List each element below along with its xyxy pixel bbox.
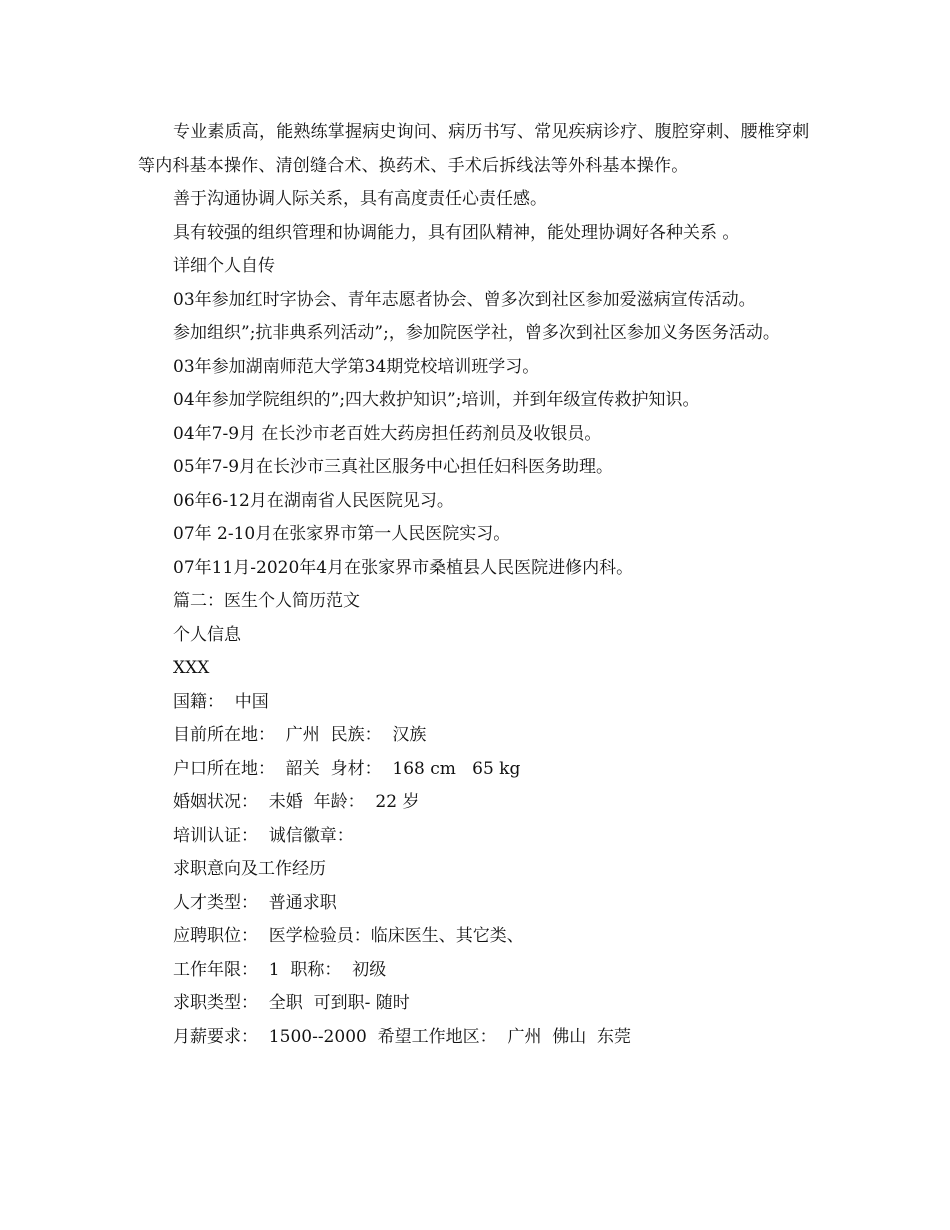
section-heading-personal-info: 个人信息: [173, 624, 241, 645]
section-heading-job-intent: 求职意向及工作经历: [173, 859, 326, 879]
paragraph-sars-activities: 参加组织”;抗非典系列活动”;，参加院医学社，曾多次到社区参加义务医务活动。: [173, 323, 780, 343]
paragraph-2005-community: 05年7-9月在长沙市三真社区服务中心担任妇科医务助理。: [173, 457, 614, 477]
info-hukou-physique: 户口所在地： 韶关 身材： 168 cm 65 kg: [173, 758, 521, 779]
paragraph-skills: 专业素质高，能熟练掌握病史询问、病历书写、常见疾病诊疗、腹腔穿刺、腰椎穿刺等内科基本操作、清创缝合术、换药术、手术后拆线法等外科基本操作。: [138, 122, 810, 176]
paragraph-2003-party-school: 03年参加湖南师范大学第34期党校培训班学习。: [173, 356, 540, 377]
paragraph-organization: 具有较强的组织管理和协调能力，具有团队精神，能处理协调好各种关系 。: [173, 222, 740, 243]
paragraph-2003-volunteer: 03年参加红时字协会、青年志愿者协会、曾多次到社区参加爱滋病宣传活动。: [173, 289, 756, 310]
info-name: XXX: [173, 658, 210, 678]
paragraph-2004-pharmacy: 04年7-9月 在长沙市老百姓大药房担任药剂员及收银员。: [173, 423, 602, 444]
info-experience-title: 工作年限： 1 职称： 初级: [173, 959, 387, 980]
section-heading-part-two: 篇二：医生个人简历范文: [173, 591, 360, 611]
paragraph-2004-first-aid: 04年参加学院组织的”;四大救护知识”;培训，并到年级宣传救护知识。: [173, 390, 700, 410]
info-location-ethnicity: 目前所在地： 广州 民族： 汉族: [173, 725, 427, 745]
info-marital-age: 婚姻状况： 未婚 年龄： 22 岁: [173, 792, 420, 812]
document-body: [138, 116, 818, 1054]
paragraph-communication: 善于沟通协调人际关系，具有高度责任心责任感。: [173, 189, 547, 209]
paragraph-2007-practice: 07年 2-10月在张家界市第一人民医院实习。: [173, 524, 511, 544]
info-certification: 培训认证： 诚信徽章：: [173, 825, 354, 846]
info-nationality: 国籍： 中国: [173, 691, 269, 712]
paragraph-2006-internship: 06年6-12月在湖南省人民医院见习。: [173, 490, 454, 511]
section-heading-autobiography: 详细个人自传: [173, 256, 275, 276]
paragraph-2007-advanced-study: 07年11月-2020年4月在张家界市桑植县人民医院进修内科。: [173, 557, 634, 578]
info-position: 应聘职位： 医学检验员：临床医生、其它类、: [173, 926, 524, 946]
info-talent-type: 人才类型： 普通求职: [173, 892, 337, 913]
info-salary-region: 月薪要求： 1500--2000 希望工作地区： 广州 佛山 东莞: [173, 1026, 632, 1047]
info-job-type: 求职类型： 全职 可到职- 随时: [173, 993, 410, 1013]
